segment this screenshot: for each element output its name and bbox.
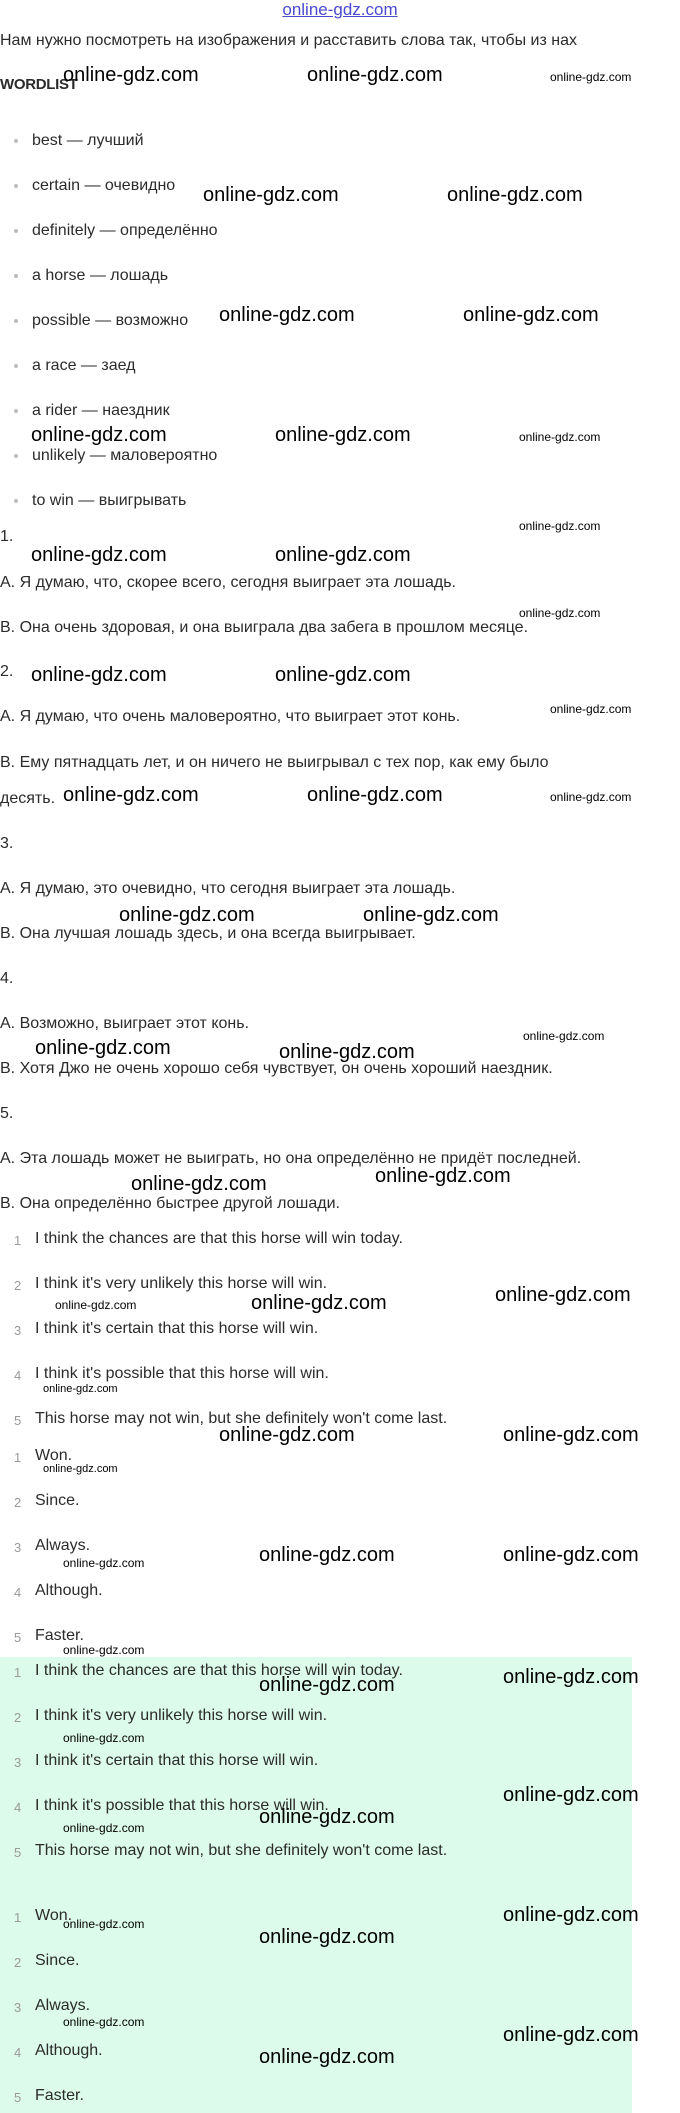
watermark: online-gdz.com xyxy=(259,2046,395,2068)
watermark: online-gdz.com xyxy=(519,430,601,444)
list-item: Although. xyxy=(35,1582,103,1599)
watermark: online-gdz.com xyxy=(495,1284,631,1306)
list-item: Always. xyxy=(35,1537,91,1554)
task-line-b: B. Она определённо быстрее другой лошади. xyxy=(0,1195,340,1212)
list-item: I think the chances are that this horse will win today. xyxy=(35,1230,403,1247)
watermark: online-gdz.com xyxy=(503,2024,639,2046)
watermark: online-gdz.com xyxy=(307,64,443,86)
list-item: I think it's very unlikely this horse will win. xyxy=(35,1707,328,1724)
list-number: 2 xyxy=(14,1955,22,1970)
wordlist-item: certain — очевидно xyxy=(14,177,175,195)
task-line-b: B. Она очень здоровая, и она выиграла два забега в прошлом месяце. xyxy=(0,619,529,636)
list-number: 4 xyxy=(14,1800,22,1815)
watermark: online-gdz.com xyxy=(519,606,601,620)
task-line-b-cont: десять. xyxy=(0,790,56,807)
list-number: 1 xyxy=(14,1910,22,1925)
bullet-icon xyxy=(14,364,18,368)
watermark: online-gdz.com xyxy=(131,1173,267,1195)
watermark: online-gdz.com xyxy=(275,424,411,446)
watermark: online-gdz.com xyxy=(43,1463,118,1475)
wordlist-item: a rider — наездник xyxy=(14,402,170,420)
watermark: online-gdz.com xyxy=(447,184,583,206)
watermark: online-gdz.com xyxy=(519,519,601,533)
bullet-icon xyxy=(14,454,18,458)
list-number: 5 xyxy=(14,1630,22,1645)
watermark: online-gdz.com xyxy=(259,1674,395,1696)
list-item: Faster. xyxy=(35,1627,84,1644)
watermark: online-gdz.com xyxy=(35,1037,171,1059)
watermark: online-gdz.com xyxy=(503,1544,639,1566)
watermark: online-gdz.com xyxy=(259,1806,395,1828)
list-item: I think the chances are that this horse will win today. xyxy=(35,1662,403,1679)
list-item: Always. xyxy=(35,1997,91,2014)
watermark: online-gdz.com xyxy=(63,1821,145,1835)
watermark: online-gdz.com xyxy=(63,1643,145,1657)
list-number: 3 xyxy=(14,2000,22,2015)
list-number: 4 xyxy=(14,1585,22,1600)
watermark: online-gdz.com xyxy=(119,904,255,926)
watermark: online-gdz.com xyxy=(43,1383,118,1395)
list-number: 3 xyxy=(14,1323,22,1338)
list-number: 2 xyxy=(14,1710,22,1725)
site-link[interactable]: online-gdz.com xyxy=(282,0,398,19)
list-item: I think it's possible that this horse will win. xyxy=(35,1797,329,1814)
list-number: 5 xyxy=(14,1413,22,1428)
watermark: online-gdz.com xyxy=(219,1424,355,1446)
bullet-icon xyxy=(14,319,18,323)
wordlist-item: a race — заед xyxy=(14,357,135,375)
watermark: online-gdz.com xyxy=(63,784,199,806)
watermark: online-gdz.com xyxy=(31,544,167,566)
watermark: online-gdz.com xyxy=(523,1029,605,1043)
watermark: online-gdz.com xyxy=(463,304,599,326)
wordlist-item: to win — выигрывать xyxy=(14,492,186,510)
bullet-icon xyxy=(14,499,18,503)
wordlist-item: definitely — определённо xyxy=(14,222,218,240)
wordlist-item: possible — возможно xyxy=(14,312,188,330)
watermark: online-gdz.com xyxy=(307,784,443,806)
task-number: 1. xyxy=(0,528,14,545)
task-line-a: A. Я думаю, что очень маловероятно, что выиграет этот конь. xyxy=(0,708,461,725)
list-item: I think it's very unlikely this horse will win. xyxy=(35,1275,328,1292)
bullet-icon xyxy=(14,184,18,188)
task-number: 5. xyxy=(0,1105,14,1122)
task-number: 4. xyxy=(0,970,14,987)
list-item: Won. xyxy=(35,1447,73,1464)
watermark: online-gdz.com xyxy=(63,1731,145,1745)
list-item: Since. xyxy=(35,1492,80,1509)
watermark: online-gdz.com xyxy=(550,70,632,84)
watermark: online-gdz.com xyxy=(375,1165,511,1187)
intro-text: Нам нужно посмотреть на изображения и расставить слова так, чтобы из нах xyxy=(0,32,577,49)
watermark: online-gdz.com xyxy=(31,664,167,686)
wordlist-title: WORDLIST xyxy=(0,76,78,93)
task-line-b: B. Она лучшая лошадь здесь, и она всегда выигрывает. xyxy=(0,925,416,942)
watermark: online-gdz.com xyxy=(251,1292,387,1314)
wordlist-item: unlikely — маловероятно xyxy=(14,447,217,465)
list-item: I think it's certain that this horse will win. xyxy=(35,1320,319,1337)
watermark: online-gdz.com xyxy=(503,1784,639,1806)
list-number: 1 xyxy=(14,1665,22,1680)
list-item: This horse may not win, but she definitely won't come last. xyxy=(35,1842,448,1859)
watermark: online-gdz.com xyxy=(63,64,199,86)
list-item: Won. xyxy=(35,1907,73,1924)
watermark: online-gdz.com xyxy=(219,304,355,326)
list-number: 4 xyxy=(14,2045,22,2060)
watermark: online-gdz.com xyxy=(279,1041,415,1063)
task-line-b: B. Хотя Джо не очень хорошо себя чувствует, он очень хороший наездник. xyxy=(0,1060,553,1077)
list-number: 4 xyxy=(14,1368,22,1383)
watermark: online-gdz.com xyxy=(203,184,339,206)
watermark: online-gdz.com xyxy=(550,702,632,716)
bullet-icon xyxy=(14,139,18,143)
watermark: online-gdz.com xyxy=(63,1556,145,1570)
list-number: 1 xyxy=(14,1233,22,1248)
watermark: online-gdz.com xyxy=(31,424,167,446)
list-item: Since. xyxy=(35,1952,80,1969)
watermark: online-gdz.com xyxy=(503,1666,639,1688)
watermark: online-gdz.com xyxy=(259,1926,395,1948)
task-line-a: A. Я думаю, что, скорее всего, сегодня выиграет эта лошадь. xyxy=(0,574,456,591)
watermark: online-gdz.com xyxy=(503,1904,639,1926)
watermark: online-gdz.com xyxy=(550,790,632,804)
watermark: online-gdz.com xyxy=(259,1544,395,1566)
watermark: online-gdz.com xyxy=(503,1424,639,1446)
list-item: I think it's certain that this horse will win. xyxy=(35,1752,319,1769)
list-number: 2 xyxy=(14,1495,22,1510)
list-item: I think it's possible that this horse will win. xyxy=(35,1365,329,1382)
list-number: 5 xyxy=(14,2090,22,2105)
task-line-a: A. Возможно, выиграет этот конь. xyxy=(0,1015,250,1032)
list-number: 3 xyxy=(14,1755,22,1770)
watermark: online-gdz.com xyxy=(363,904,499,926)
wordlist-item: a horse — лошадь xyxy=(14,267,168,285)
list-number: 5 xyxy=(14,1845,22,1860)
watermark: online-gdz.com xyxy=(55,1298,137,1312)
list-number: 3 xyxy=(14,1540,22,1555)
list-number: 1 xyxy=(14,1450,22,1465)
watermark: online-gdz.com xyxy=(63,1917,145,1931)
watermark: online-gdz.com xyxy=(275,664,411,686)
bullet-icon xyxy=(14,229,18,233)
watermark: online-gdz.com xyxy=(63,2015,145,2029)
bullet-icon xyxy=(14,409,18,413)
watermark: online-gdz.com xyxy=(275,544,411,566)
bullet-icon xyxy=(14,274,18,278)
list-item: Faster. xyxy=(35,2087,84,2104)
task-line-a: A. Я думаю, это очевидно, что сегодня выиграет эта лошадь. xyxy=(0,880,456,897)
list-item: This horse may not win, but she definitely won't come last. xyxy=(35,1410,448,1427)
task-number: 2. xyxy=(0,663,14,680)
task-number: 3. xyxy=(0,835,14,852)
list-number: 2 xyxy=(14,1278,22,1293)
wordlist-item: best — лучший xyxy=(14,132,144,150)
task-line-b: B. Ему пятнадцать лет, и он ничего не выигрывал с тех пор, как ему было xyxy=(0,754,549,771)
list-item: Although. xyxy=(35,2042,103,2059)
task-line-a: A. Эта лошадь может не выиграть, но она определённо не придёт последней. xyxy=(0,1150,582,1167)
